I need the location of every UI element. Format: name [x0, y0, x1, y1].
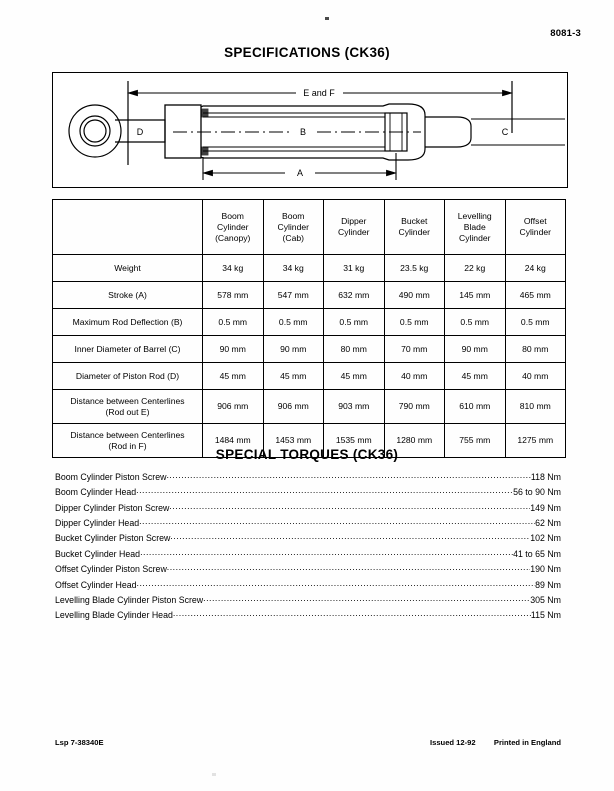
table-row [53, 282, 566, 309]
torque-item-label: Levelling Blade Cylinder Head [55, 610, 173, 621]
torque-item-label: Offset Cylinder Head [55, 579, 137, 590]
table-cell: 490 mm [384, 282, 445, 309]
hydraulic-cylinder-diagram [52, 72, 568, 188]
table-cell: 0.5 mm [505, 309, 566, 336]
table-cell: 578 mm [203, 282, 264, 309]
table-cell: 0.5 mm [203, 309, 264, 336]
torque-item-label: Dipper Cylinder Head [55, 518, 140, 529]
torque-list-item [55, 592, 561, 607]
torque-list-item [55, 607, 561, 622]
torque-list-item [55, 500, 561, 515]
torque-item-value: 41 to 65 Nm [513, 548, 561, 559]
torque-leader-dots [170, 530, 530, 543]
table-cell: 0.5 mm [324, 309, 385, 336]
torque-item-label: Boom Cylinder Head [55, 487, 137, 498]
torque-item-value: 102 Nm [530, 533, 561, 544]
table-cell: 45 mm [263, 363, 324, 390]
table-header-boom-cab: Boom Cylinder (Cab) [263, 200, 324, 255]
table-cell: 23.5 kg [384, 255, 445, 282]
table-cell: 0.5 mm [263, 309, 324, 336]
registration-mark-bottom [212, 773, 216, 776]
table-row [53, 255, 566, 282]
registration-mark-top [325, 17, 329, 20]
specifications-heading: SPECIFICATIONS (CK36) [224, 45, 390, 60]
row-label: Distance between Centerlines (Rod out E) [53, 390, 203, 424]
table-cell: 1280 mm [384, 424, 445, 458]
row-label: Maximum Rod Deflection (B) [53, 309, 203, 336]
table-cell: 70 mm [384, 336, 445, 363]
torque-item-value: 89 Nm [535, 579, 561, 590]
table-header-levelling-blade: Levelling Blade Cylinder [445, 200, 506, 255]
svg-text:E and F: E and F [303, 88, 335, 98]
torque-item-label: Levelling Blade Cylinder Piston Screw [55, 594, 204, 605]
footer-publication-code: Lsp 7-38340E [55, 738, 104, 747]
table-cell: 1275 mm [505, 424, 566, 458]
table-cell: 1453 mm [263, 424, 324, 458]
torque-list-item [55, 515, 561, 530]
table-cell: 610 mm [445, 390, 506, 424]
table-header-offset: Offset Cylinder [505, 200, 566, 255]
torque-leader-dots [136, 484, 513, 497]
torque-item-value: 115 Nm [530, 610, 561, 621]
table-cell: 632 mm [324, 282, 385, 309]
table-cell: 790 mm [384, 390, 445, 424]
svg-text:A: A [296, 168, 304, 178]
footer-print-location: Printed in England [493, 738, 561, 747]
svg-text:C: C [501, 127, 509, 137]
table-cell: 903 mm [324, 390, 385, 424]
torque-item-label: Boom Cylinder Piston Screw [55, 472, 167, 482]
row-label: Diameter of Piston Rod (D) [53, 363, 203, 390]
torque-leader-dots [203, 592, 530, 605]
torque-specification-list [55, 469, 561, 623]
table-cell: 145 mm [445, 282, 506, 309]
table-row [53, 390, 566, 424]
torque-item-label: Dipper Cylinder Piston Screw [55, 502, 170, 513]
row-label: Inner Diameter of Barrel (C) [53, 336, 203, 363]
table-cell: 22 kg [445, 255, 506, 282]
table-row [53, 309, 566, 336]
table-cell: 45 mm [445, 363, 506, 390]
table-header-dipper: Dipper Cylinder [324, 200, 385, 255]
torque-leader-dots [140, 546, 513, 559]
svg-text:B: B [299, 127, 307, 137]
table-cell: 34 kg [203, 255, 264, 282]
torque-list-item [55, 577, 561, 592]
torque-item-label: Offset Cylinder Piston Screw [55, 564, 167, 575]
torque-list-item [55, 546, 561, 561]
torque-list-item [55, 484, 561, 499]
torque-list-item [55, 469, 561, 484]
table-cell: 755 mm [445, 424, 506, 458]
table-cell: 465 mm [505, 282, 566, 309]
torque-list-item [55, 530, 561, 545]
page-number: 8081-3 [550, 28, 581, 39]
table-cell: 906 mm [263, 390, 324, 424]
torque-item-value: 56 to 90 Nm [513, 487, 561, 498]
table-cell: 40 mm [505, 363, 566, 390]
footer-issue-date: Issued 12-92 [430, 738, 476, 747]
torque-item-value: 305 Nm [530, 594, 561, 605]
table-cell: 34 kg [263, 255, 324, 282]
table-body [53, 255, 566, 458]
table-header-boom-canopy: Boom Cylinder (Canopy) [203, 200, 264, 255]
torque-leader-dots [169, 500, 530, 513]
table-cell: 80 mm [324, 336, 385, 363]
table-cell: 0.5 mm [384, 309, 445, 336]
torque-item-value: 62 Nm [535, 518, 561, 529]
table-row [53, 363, 566, 390]
table-cell: 45 mm [203, 363, 264, 390]
torque-leader-dots [167, 561, 530, 574]
torque-leader-dots [139, 515, 535, 528]
torque-list-item [55, 561, 561, 576]
torque-item-value: 190 Nm [530, 564, 561, 575]
table-header-row [53, 200, 566, 255]
torque-item-value: 149 Nm [530, 502, 561, 513]
table-cell: 31 kg [324, 255, 385, 282]
specifications-table [52, 199, 566, 458]
table-cell: 0.5 mm [445, 309, 506, 336]
special-torques-heading: SPECIAL TORQUES (CK36) [215, 447, 399, 462]
table-cell: 547 mm [263, 282, 324, 309]
torque-leader-dots [137, 577, 536, 590]
table-cell: 1484 mm [203, 424, 264, 458]
table-row [53, 336, 566, 363]
table-cell: 810 mm [505, 390, 566, 424]
table-cell: 1535 mm [324, 424, 385, 458]
torque-leader-dots [173, 607, 531, 620]
table-header-blank [53, 200, 203, 255]
table-cell: 45 mm [324, 363, 385, 390]
table-cell: 90 mm [263, 336, 324, 363]
torque-item-value: 118 Nm [530, 472, 561, 482]
table-cell: 90 mm [203, 336, 264, 363]
svg-text:D: D [136, 127, 144, 137]
table-cell: 80 mm [505, 336, 566, 363]
row-label: Weight [53, 255, 203, 282]
torque-item-label: Bucket Cylinder Piston Screw [55, 533, 171, 544]
table-header-bucket: Bucket Cylinder [384, 200, 445, 255]
torque-item-label: Bucket Cylinder Head [55, 548, 141, 559]
torque-leader-dots [166, 469, 530, 482]
table-cell: 90 mm [445, 336, 506, 363]
table-cell: 906 mm [203, 390, 264, 424]
table-cell: 40 mm [384, 363, 445, 390]
row-label: Stroke (A) [53, 282, 203, 309]
row-label: Distance between Centerlines (Rod in F) [53, 424, 203, 458]
table-cell: 24 kg [505, 255, 566, 282]
